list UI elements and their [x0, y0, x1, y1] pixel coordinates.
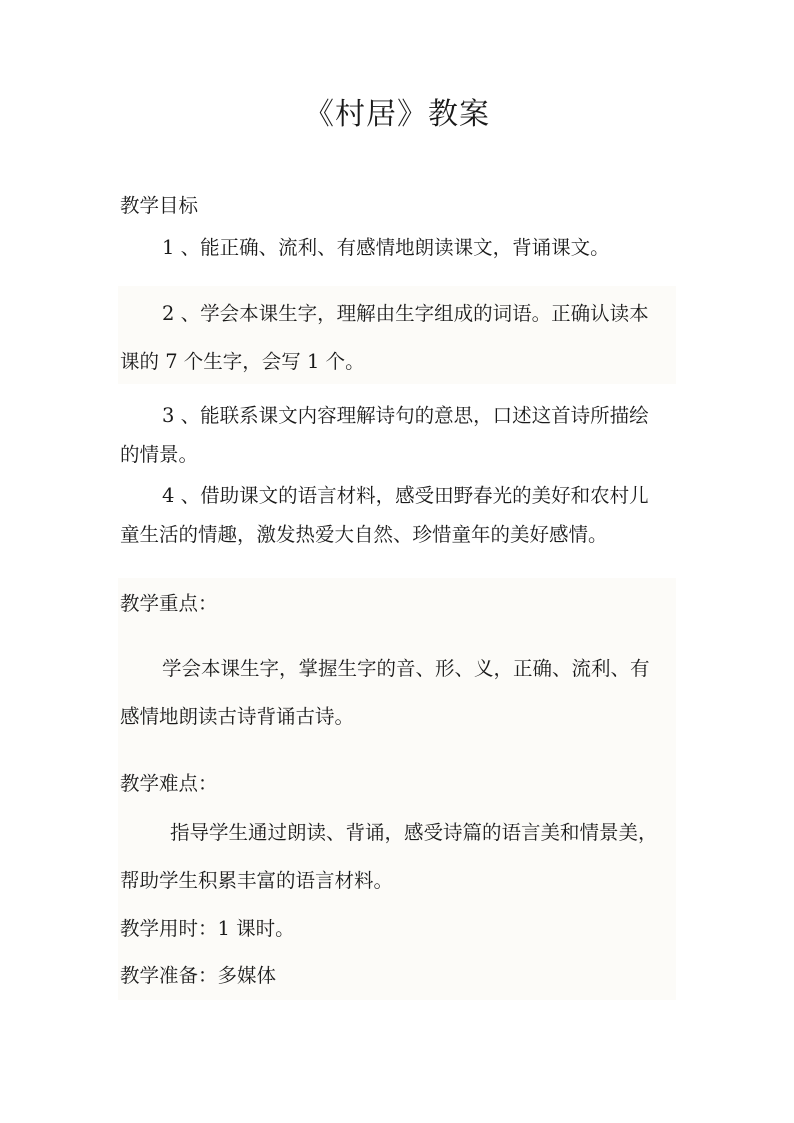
objective-2-line-1: 2 、学会本课生字，理解由生字组成的词语。正确认读本	[162, 302, 649, 325]
objectives-heading: 教学目标	[120, 194, 199, 217]
difficulties-heading: 教学难点：	[120, 772, 218, 795]
key-points-line-1: 学会本课生字，掌握生字的音、形、义，正确、流利、有	[162, 657, 650, 680]
teaching-preparation: 教学准备：多媒体	[120, 964, 277, 987]
key-points-heading: 教学重点：	[120, 592, 218, 615]
difficulties-line-2: 帮助学生积累丰富的语言材料。	[120, 869, 394, 892]
objective-4-line-1: 4 、借助课文的语言材料，感受田野春光的美好和农村儿	[162, 484, 649, 507]
objective-3-line-2: 的情景。	[120, 443, 199, 466]
objective-4-line-2: 童生活的情趣，激发热爱大自然、珍惜童年的美好感情。	[120, 523, 608, 546]
objective-2-line-2: 课的 7 个生字，会写 1 个。	[120, 350, 365, 373]
key-points-line-2: 感情地朗读古诗背诵古诗。	[120, 705, 355, 728]
document-title: 《村居》教案	[304, 97, 490, 132]
teaching-time: 教学用时：1 课时。	[120, 917, 295, 940]
difficulties-line-1: 指导学生通过朗读、背诵，感受诗篇的语言美和情景美，	[170, 821, 658, 844]
objective-1-line-1: 1 、能正确、流利、有感情地朗读课文，背诵课文。	[162, 236, 610, 259]
objective-3-line-1: 3 、能联系课文内容理解诗句的意思，口述这首诗所描绘	[162, 404, 649, 427]
